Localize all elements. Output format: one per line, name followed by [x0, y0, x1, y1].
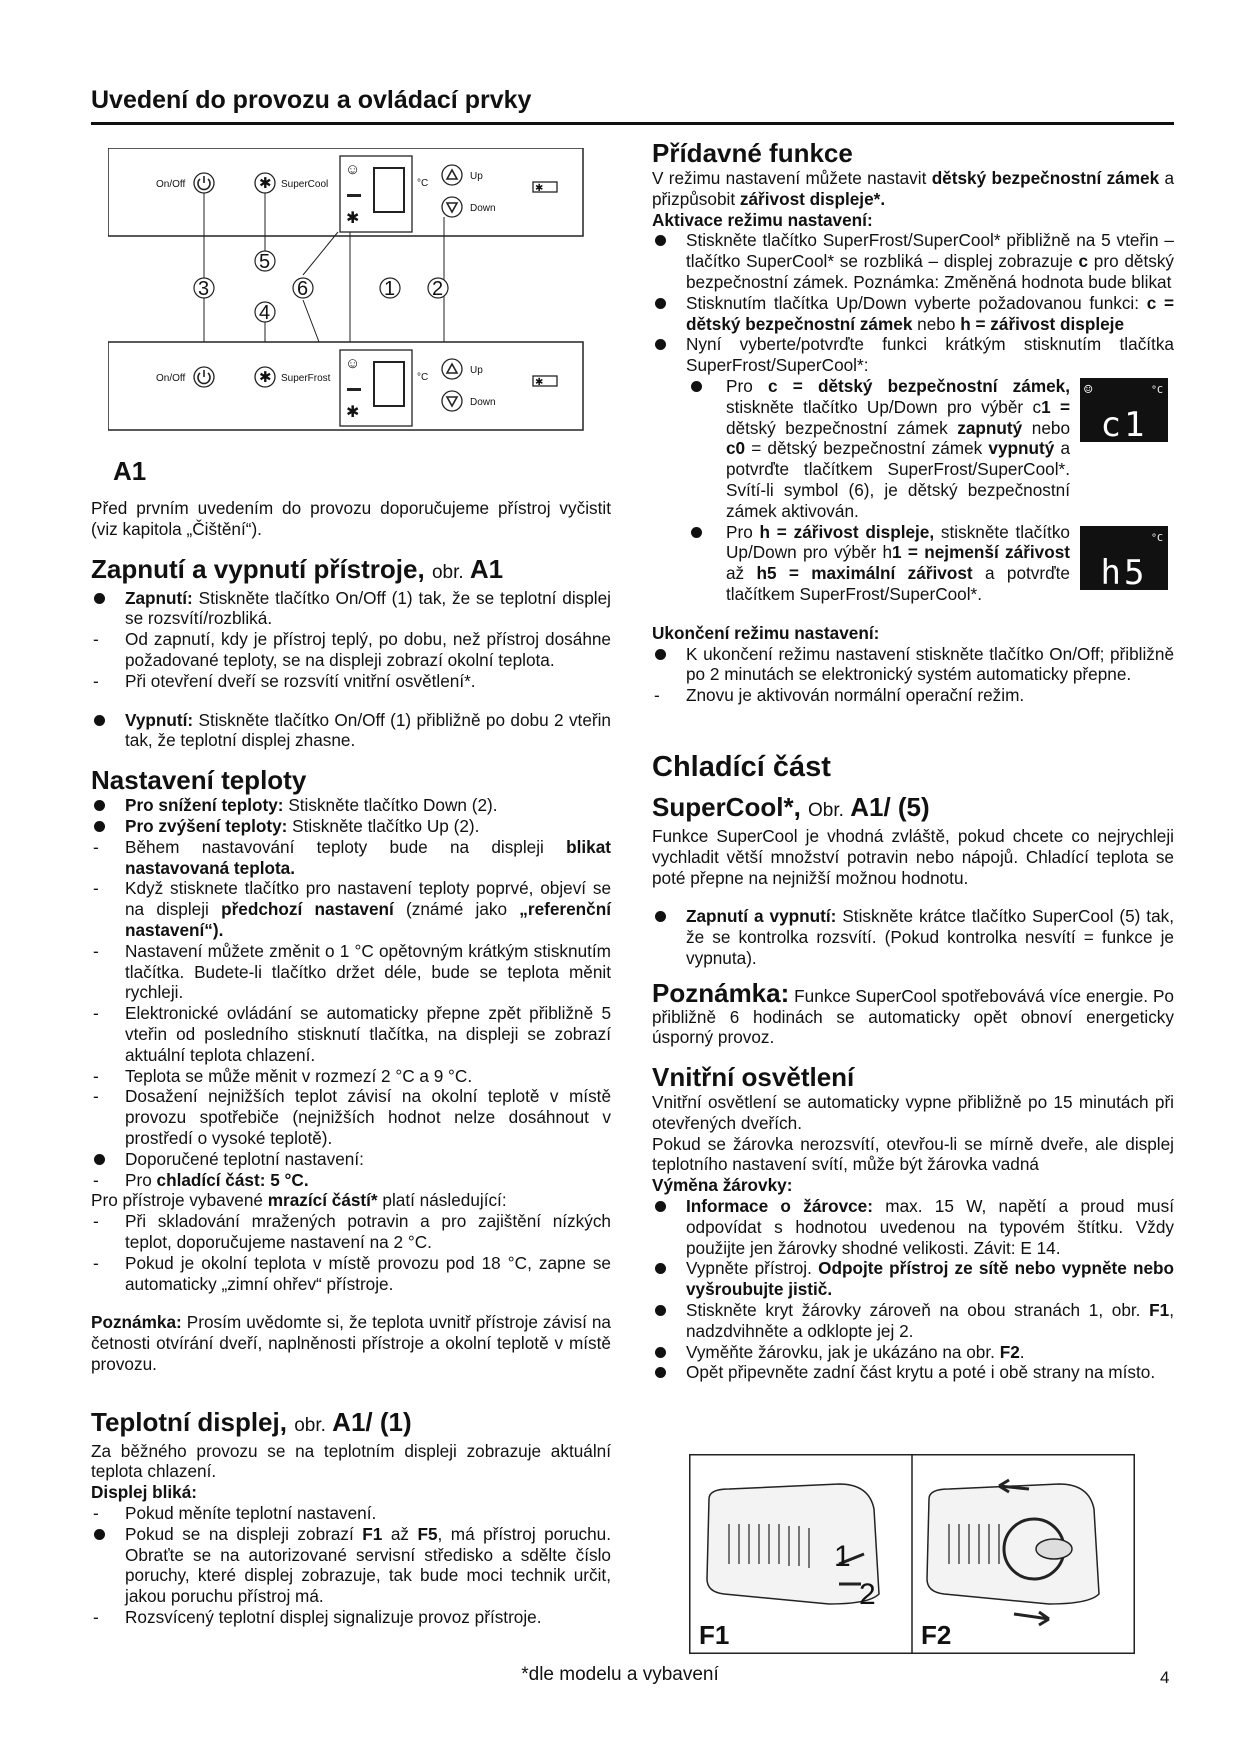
svg-text:5: 5: [259, 251, 271, 273]
bullet-icon: [691, 381, 702, 392]
onoff-heading: Zapnutí a vypnutí přístroje, obr. A1: [91, 553, 504, 584]
end-label: Ukončení režimu nastavení:: [652, 622, 880, 643]
list-item: Pro h = zářivost displeje, stiskněte tlačítko Up/Down pro výběr h1 = nejmenší zářivost až h5 = maximální zářivost a potvrďte tlačítkem SuperFrost/SuperCool*.: [652, 522, 1174, 605]
svg-text:4: 4: [259, 302, 271, 324]
list-item: - Při skladování mražených potravin a pro zajištění nízkých teplot, doporučujeme nastavení na 2 °C.: [93, 1211, 611, 1252]
bullet-icon: [94, 1154, 105, 1165]
top-up-label: Up: [470, 171, 483, 182]
list-item: Zapnutí a vypnutí: Stiskněte krátce tlačítko SuperCool (5) tak, že se kontrolka rozsvítí. (Pokud kontrolka nesvítí = funkce je vypnuta).: [652, 906, 1174, 968]
sub-list-c: [652, 376, 1174, 522]
bottom-smiley-icon: ☺: [345, 355, 361, 372]
svg-text:✱: ✱: [259, 369, 272, 386]
bullet-icon: [655, 649, 666, 660]
svg-text:3: 3: [198, 278, 210, 300]
top-deg-label: °C: [417, 178, 429, 189]
svg-text:✱: ✱: [535, 377, 544, 388]
list-item: Pokud se na displeji zobrazí F1 až F5, má přístroj poruchu. Obraťte se na autorizované servisní středisko a sdělte číslo poruchy, které displej zobrazuje, tak bude moci technik určit, jakou poruchu přístroj má.: [91, 1524, 611, 1607]
top-super-label: SuperCool: [281, 179, 329, 190]
f1-step-2: 2: [859, 1578, 876, 1611]
figure-f1-f2: [689, 1454, 1135, 1654]
activation-label: Aktivace režimu nastavení:: [652, 209, 873, 230]
bullet-icon: [655, 1201, 666, 1212]
list-item: K ukončení režimu nastavení stiskněte tlačítko On/Off; přibližně po 2 minutách se elektronický systém automaticky přepne.: [652, 644, 1174, 686]
list-item: Pro snížení teploty: Stiskněte tlačítko Down (2).: [91, 795, 611, 816]
list-item: Pro zvýšení teploty: Stiskněte tlačítko Up (2).: [91, 816, 611, 837]
lcd-h5: °C h5: [1080, 526, 1168, 590]
svg-text:✱: ✱: [346, 404, 360, 421]
bullet-icon: [655, 235, 666, 246]
supercool-heading: SuperCool*, Obr. A1/ (5): [652, 791, 930, 822]
bullet-icon: [94, 821, 105, 832]
bullet-icon: [94, 800, 105, 811]
f1-step-1: 1: [834, 1540, 851, 1573]
list-item: Vypnutí: Stiskněte tlačítko On/Off (1) přibližně po dobu 2 vteřin tak, že teplotní displej zhasne.: [91, 710, 611, 752]
bullet-icon: [691, 527, 702, 538]
f2-label: F2: [921, 1620, 952, 1650]
list-item: - Teplota se může měnit v rozmezí 2 °C a 9 °C.: [93, 1065, 473, 1086]
top-onoff-label: On/Off: [156, 179, 186, 190]
list-item: - Pro chladící část: 5 °C.: [93, 1169, 309, 1190]
list-item: Vypněte přístroj. Odpojte přístroj ze sítě nebo vypněte nebo vyšroubujte jistič.: [652, 1258, 1174, 1300]
display-heading: Teplotní displej, obr. A1/ (1): [91, 1406, 412, 1437]
list-item: - Elektronické ovládání se automaticky přepne zpět přibližně 5 vteřin od posledního stisknutí tlačítka, na displeji se zobrazí aktuální teplota chlazení.: [93, 1003, 611, 1065]
list-item: - Pokud je okolní teplota v místě provozu pod 18 °C, zapne se automaticky „zimní ohřev“ přístroje.: [93, 1252, 611, 1294]
svg-text:✱: ✱: [346, 210, 360, 227]
bottom-deg-label: °C: [417, 372, 429, 383]
bullet-icon: [655, 1305, 666, 1316]
list-item: Stiskněte kryt žárovky zároveň na obou stranách 1, obr. F1, nadzdvihněte a odklopte jej 2.: [652, 1300, 1174, 1342]
light-p1: Vnitřní osvětlení se automaticky vypne přibližně po 15 minutách při otevřených dveřích.: [652, 1092, 1174, 1133]
list-item: - Při otevření dveří se rozsvítí vnitřní osvětlení*.: [93, 670, 476, 691]
left-column: [91, 498, 611, 1628]
list-item: - Od zapnutí, kdy je přístroj teplý, po dobu, než přístroj dosáhne požadované teploty, se na displeji zobrazí okolní teplota.: [93, 629, 611, 670]
supercool-text: Funkce SuperCool je vhodná zvláště, pokud chcete co nejrychleji vychladit větší množství potravin nebo nápojů. Chladící teplota se poté přepne na nejnižší možnou hodnotu.: [652, 825, 1174, 888]
bottom-down-label: Down: [470, 397, 496, 408]
bullet-icon: [94, 1529, 105, 1540]
bullet-icon: [655, 339, 666, 350]
svg-text:2: 2: [432, 278, 444, 300]
temp-heading: Nastavení teploty: [91, 765, 307, 796]
svg-text:6: 6: [297, 278, 309, 300]
bottom-up-label: Up: [470, 365, 483, 376]
lcd-c1: ☺ °C c1: [1080, 378, 1168, 442]
list-item: - Během nastavování teploty bude na displeji blikat nastavovaná teplota.: [93, 836, 612, 878]
f1-label: F1: [699, 1620, 730, 1650]
top-down-label: Down: [470, 203, 496, 214]
svg-text:✱: ✱: [535, 183, 544, 194]
freezer-text: Pro přístroje vybavené mrazící částí* platí následující:: [91, 1190, 507, 1211]
list-item: - Když stisknete tlačítko pro nastavení teploty poprvé, objeví se na displeji předchozí nastavení (známé jako „referenční nastavení“).: [93, 878, 611, 940]
list-item: Stiskněte tlačítko SuperFrost/SuperCool* přibližně na 5 vteřin – tlačítko SuperCool* se rozbliká – displej zobrazuje c pro dětský bezpečnostní zámek. Poznámka: Změněná hodnota bude blikat: [652, 230, 1174, 292]
list-item: - Rozsvícený teplotní displej signalizuje provoz přístroje.: [93, 1607, 542, 1628]
top-smiley-icon: ☺: [345, 161, 361, 178]
display-intro: Za běžného provozu se na teplotním displeji zobrazuje aktuální teplota chlazení.: [91, 1440, 611, 1482]
right-column: [652, 138, 1174, 1383]
light-heading: Vnitřní osvětlení: [652, 1062, 855, 1093]
smiley-icon: ☺: [1084, 381, 1093, 398]
temp-note: Poznámka: Prosím uvědomte si, že teplota uvnitř přístroje závisí na četnosti otvírání dveří, naplněnosti přístroje a okolní teplotě v místě provozu.: [91, 1312, 611, 1374]
page-number: 4: [1160, 1668, 1170, 1687]
display-blink-label: Displej bliká:: [91, 1482, 198, 1503]
list-item: Vyměňte žárovku, jak je ukázáno na obr. F2.: [652, 1342, 1174, 1363]
bullet-icon: [94, 593, 105, 604]
page-title: Uvedení do provozu a ovládací prvky: [91, 86, 532, 114]
intro-text: Před prvním uvedením do provozu doporučujeme přístroj vyčistit (viz kapitola „Čištění“).: [91, 498, 611, 539]
sub-list-h: [652, 522, 1174, 605]
footnote: *dle modelu a vybavení: [521, 1664, 719, 1685]
svg-text:✱: ✱: [259, 175, 272, 192]
swap-label: Výměna žárovky:: [652, 1175, 793, 1196]
light-p2: Pokud se žárovka nerozsvítí, otevřou-li se mírně dveře, ale displej teplotního nastavení svítí, může být žárovka vadná: [652, 1133, 1174, 1175]
bullet-icon: [655, 1347, 666, 1358]
list-item: - Znovu je aktivován normální operační režim.: [654, 685, 1025, 706]
figure-a1: [108, 148, 596, 484]
list-item: Nyní vyberte/potvrďte funkci krátkým stisknutím tlačítka SuperFrost/SuperCool*:: [652, 334, 1174, 376]
bullet-icon: [94, 715, 105, 726]
list-item: - Nastavení můžete změnit o 1 °C opětovným krátkým stisknutím tlačítka. Budete-li tlačítko držet déle, bude se teplota měnit rychleji.: [93, 940, 611, 1003]
figure-a1-label: A1: [113, 456, 147, 484]
svg-text:1: 1: [384, 278, 396, 300]
bullet-icon: [655, 911, 666, 922]
list-item: - Dosažení nejnižších teplot závisí na okolní teplotě v místě provozu spotřebiče (nejnižších hodnot nelze dosáhnout v prostředí o vysoké teplotě).: [93, 1086, 611, 1148]
list-item: - Pokud měníte teplotní nastavení.: [93, 1503, 377, 1524]
list-item: Doporučené teplotní nastavení:: [91, 1149, 611, 1170]
cooling-heading: Chladící část: [652, 750, 831, 783]
title-rule: [91, 122, 1174, 125]
list-item: Stisknutím tlačítka Up/Down vyberte požadovanou funkci: c = dětský bezpečnostní zámek nebo h = zářivost displeje: [652, 293, 1174, 335]
list-item: Zapnutí: Stiskněte tlačítko On/Off (1) tak, že se teplotní displej se rozsvítí/rozbliká.: [91, 588, 611, 630]
bottom-super-label: SuperFrost: [281, 373, 331, 384]
f1-lamp-cover: [707, 1484, 879, 1604]
list-item: Pro c = dětský bezpečnostní zámek, stiskněte tlačítko Up/Down pro výběr c1 = dětský bezpečnostní zámek zapnutý nebo c0 = dětský bezpečnostní zámek vypnutý a potvrďte tlačítkem SuperFrost/SuperCool*. Svítí-li symbol (6), je dětský bezpečnostní zámek aktivován.: [652, 376, 1174, 522]
list-item: Informace o žárovce: max. 15 W, napětí a proud musí odpovídat s hodnotou uvedenou na typovém štítku. Vždy použijte jen žárovky shodné velikosti. Závit: E 14.: [652, 1196, 1174, 1258]
extra-intro: V režimu nastavení můžete nastavit dětský bezpečnostní zámek a přizpůsobit zářivost displeje*.: [652, 168, 1175, 209]
bottom-onoff-label: On/Off: [156, 373, 186, 384]
list-item: Opět připevněte zadní část krytu a poté i obě strany na místo.: [652, 1362, 1174, 1383]
bullet-icon: [655, 298, 666, 309]
extra-heading: Přídavné funkce: [652, 138, 853, 168]
bullet-icon: [655, 1263, 666, 1274]
bullet-icon: [655, 1367, 666, 1378]
supercool-note: Poznámka: Funkce SuperCool spotřebovává více energie. Po přibližně 6 hodinách se automaticky opět obnoví energeticky úsporný provoz.: [652, 977, 1174, 1048]
